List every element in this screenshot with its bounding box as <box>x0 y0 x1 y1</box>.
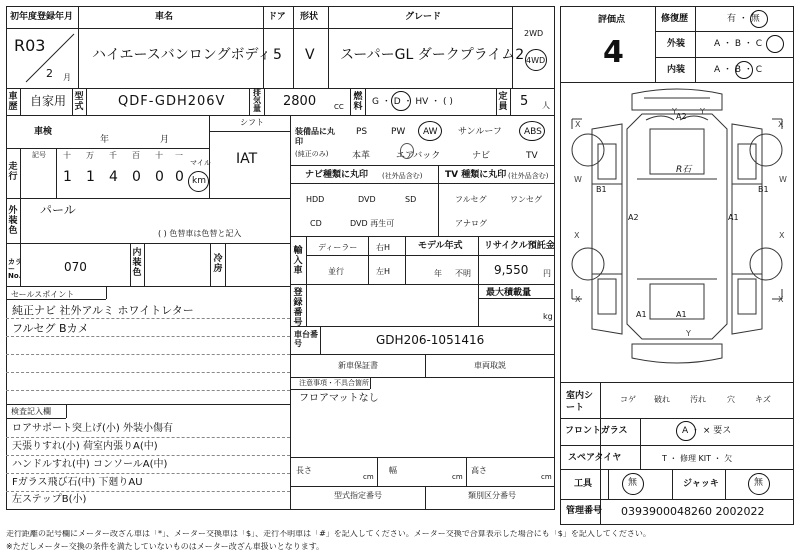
inspection-line-0: ロアサポート突上げ(小) 外装小傷有 <box>12 423 173 434</box>
digit-header-0: 十 <box>63 151 71 160</box>
chassis-label: 車台番号 <box>294 330 318 348</box>
shape-label: 形状 <box>300 12 319 22</box>
shaken-month: 月 <box>160 135 170 145</box>
color-no-label: カラーNo. <box>8 258 22 280</box>
class-number-label: 類別区分番号 <box>468 491 516 500</box>
fuel-label: 燃料 <box>353 92 363 112</box>
diagram-y-2: Y <box>686 329 691 338</box>
diagram-x-5: X <box>779 231 785 240</box>
import-dealer: ディーラー <box>318 243 358 252</box>
equip-airbag: エアバック <box>396 151 441 161</box>
recycle-label: リサイクル預託金 <box>484 241 555 251</box>
digit-header-1: 万 <box>86 151 94 160</box>
capacity-label: 定員 <box>498 92 508 112</box>
model-label: 型式 <box>74 92 84 112</box>
inspection-line-1: 天張りすれ(小) 荷室内張りA(中) <box>12 441 158 452</box>
capacity-value: 5 <box>520 94 529 109</box>
model-year-label: モデル年式 <box>418 241 463 251</box>
dim-length-cm: cm <box>363 473 374 481</box>
model-value: QDF-GDH206V <box>118 94 226 109</box>
diagram-y-1: Y <box>700 107 705 116</box>
damage-left-mid: A2 <box>628 213 639 222</box>
recycle-yen: 円 <box>543 269 551 278</box>
spare-label: スペアタイヤ <box>568 453 622 463</box>
notes-label: 注意事項・不具合箇所 <box>299 379 369 387</box>
mileage-digit-5: 0 <box>175 169 184 185</box>
new-car-cert: 新車保証書 <box>338 361 378 370</box>
exterior-label: 外装色 <box>8 206 18 236</box>
equip-abs: ABS <box>524 127 542 137</box>
grade-value: スーパーGL ダークプライム2 <box>340 47 525 63</box>
damage-right-front: B1 <box>758 185 769 194</box>
damage-bottom-a1-1: A1 <box>636 310 647 319</box>
import-right: 右H <box>376 243 391 252</box>
dim-width-label: 幅 <box>389 466 397 475</box>
repair-none-circle <box>750 10 768 28</box>
mile-label: マイル <box>190 159 211 167</box>
mileage-digit-1: 1 <box>86 169 95 185</box>
tv-analog: アナログ <box>455 219 487 228</box>
damage-left-front: B1 <box>596 185 607 194</box>
type-number-label: 型式指定番号 <box>334 491 382 500</box>
cc-unit: CC <box>334 103 344 111</box>
damage-center: R石 <box>676 165 692 175</box>
digit-header-5: 一 <box>175 151 183 160</box>
doors-value: 5 <box>273 47 282 63</box>
notes-value: フロアマットなし <box>299 393 379 404</box>
diagram-w-0: W <box>574 175 582 184</box>
repair-options: 有 ・ 無 <box>727 14 760 24</box>
usage-label: 車歴 <box>8 92 18 112</box>
sheet-opt-2: 汚れ <box>690 395 706 404</box>
equip-navi: ナビ <box>472 151 491 161</box>
score-label: 評価点 <box>598 15 626 25</box>
equip-leather: 本革 <box>352 151 371 161</box>
drive-2wd: 2WD <box>524 29 544 38</box>
door-label: ドア <box>268 12 286 22</box>
sales-points-label: セールスポイント <box>11 290 75 299</box>
shaken-label: 車検 <box>34 127 53 137</box>
dim-height-cm: cm <box>541 473 552 481</box>
equipment-sub: (純正のみ) <box>295 150 329 158</box>
equip-pw: PW <box>391 127 406 137</box>
exterior-value: パール <box>40 203 76 217</box>
interior-b-circle <box>735 61 753 79</box>
repair-label: 修復歴 <box>661 14 689 24</box>
inspection-label: 検査記入欄 <box>11 407 51 416</box>
sheet-opt-4: キズ <box>755 395 771 404</box>
equip-sunroof: サンルーフ <box>458 127 502 137</box>
sheet-opt-1: 破れ <box>654 395 670 404</box>
mgmt-value: 0393900048260 2002022 <box>621 505 765 518</box>
main-form <box>6 6 555 510</box>
mileage-digit-3: 0 <box>132 169 141 185</box>
car-name-label: 車名 <box>155 12 174 22</box>
navi-label: ナビ種類に丸印 <box>305 170 369 180</box>
diagram-x-3: X <box>778 295 784 304</box>
manual: 車両取説 <box>474 361 506 370</box>
sheet-opt-3: 穴 <box>727 395 735 404</box>
tv-fullseg: フルセグ <box>455 195 487 204</box>
tv-label: TV 種類に丸印 <box>445 170 507 180</box>
interior-score-label: 内装 <box>667 65 686 75</box>
first-reg-month: 2 <box>46 67 53 80</box>
ac-label: 冷房 <box>213 254 223 274</box>
fuel-diesel-circle <box>391 91 411 111</box>
sales-line-0: 純正ナビ 社外アルミ ホワイトレター <box>12 304 194 317</box>
footer-line-2: ※ただしメーター交換の条件を満たしていないものはメーター改ざん車扱いとなります。 <box>6 542 325 551</box>
registration-label: 登録番号 <box>293 288 303 328</box>
front-glass-options: A ・ × 要ス <box>682 426 732 436</box>
navi-sub: (社外品含む) <box>382 172 423 180</box>
import-label: 輸入車 <box>293 246 303 276</box>
interior-color-label: 内装色 <box>132 248 142 278</box>
shape-value: V <box>305 47 315 63</box>
navi-sd: SD <box>405 195 417 204</box>
spare-options: T ・ 修理 KIT ・ 欠 <box>662 454 733 463</box>
navi-hdd: HDD <box>306 195 325 204</box>
digit-header-4: 十 <box>155 151 163 160</box>
navi-dvd: DVD <box>358 195 376 204</box>
max-load-label: 最大積載量 <box>486 288 532 298</box>
damage-right-mid: A1 <box>728 213 739 222</box>
footer-line-1: 走行距離の記号欄にメーター改ざん車は「*」、メーター交換車は「$」、走行不明車は「#」を記入してください。メーター交換で合算表示した場合にも「$」を記入してください。 <box>6 530 651 538</box>
first-reg-label: 初年度登録年月 <box>10 12 74 22</box>
dim-length-label: 長さ <box>296 466 312 475</box>
score-value: 4 <box>603 35 624 70</box>
diagram-x-4: X <box>574 231 580 240</box>
chassis-value: GDH206-1051416 <box>376 333 485 347</box>
exterior-score-label: 外装 <box>667 39 686 49</box>
jack-value: 無 <box>754 478 764 488</box>
model-year-unknown: 不明 <box>455 269 471 278</box>
capacity-unit: 人 <box>542 101 550 110</box>
shaken-year: 年 <box>100 135 110 145</box>
usage-value: 自家用 <box>30 94 67 108</box>
car-name-value: ハイエースバンロングボディ <box>92 47 272 63</box>
displacement-label: 排気量 <box>253 88 261 113</box>
diagram-x-0: X <box>575 120 581 129</box>
sales-line-1: フルセグ Bカメ <box>12 322 89 335</box>
drive-4wd: 4WD <box>526 56 546 65</box>
navi-dvd-play: DVD 再生可 <box>350 219 395 228</box>
jack-label: ジャッキ <box>683 479 719 489</box>
mgmt-label: 管理番号 <box>566 506 603 516</box>
tv-oneseg: ワンセグ <box>510 195 542 204</box>
tools-value: 無 <box>628 478 638 488</box>
inspection-line-3: Fガラス飛び石(中) 下廻りAU <box>12 477 143 488</box>
dim-width-cm: cm <box>452 473 463 481</box>
dim-height-label: 高さ <box>471 466 487 475</box>
mileage-digit-0: 1 <box>63 169 72 185</box>
fuel-options: G ・ D ・ HV ・ ( ) <box>372 97 453 107</box>
import-parallel: 並行 <box>328 267 344 276</box>
exterior-c-circle <box>766 35 784 53</box>
mileage-digit-4: 0 <box>155 169 164 185</box>
first-reg-era: R03 <box>14 36 46 55</box>
diagram-w-1: W <box>779 175 787 184</box>
displacement-value: 2800 <box>283 94 317 109</box>
color-no-value: 070 <box>64 260 87 274</box>
front-glass-label: フロントガラス <box>565 426 628 436</box>
equip-airbag-mark <box>400 143 414 159</box>
mileage-label: 走行 <box>8 162 18 182</box>
inspection-line-4: 左ステップB(小) <box>12 494 87 505</box>
vehicle-damage-diagram <box>562 84 792 380</box>
exterior-note: ( ) 色替車は色替と記入 <box>158 229 242 238</box>
equipment-label: 装備品に丸印 <box>295 127 335 146</box>
shift-label: シフト <box>240 118 264 127</box>
shift-value: IAT <box>236 151 258 167</box>
diagram-y-0: Y <box>672 107 677 116</box>
max-load-kg: kg <box>543 312 553 321</box>
mileage-symbol-label: 記号 <box>32 151 46 159</box>
front-glass-a-circle <box>676 421 696 441</box>
diagram-x-1: X <box>778 120 784 129</box>
exterior-score-options: A ・ B ・ C <box>714 39 763 49</box>
diagram-x-2: X <box>575 295 581 304</box>
navi-cd: CD <box>310 219 322 228</box>
mileage-digit-2: 4 <box>109 169 118 185</box>
tv-sub: (社外品含む) <box>508 172 549 180</box>
grade-label: グレード <box>405 12 442 22</box>
tools-label: 工具 <box>574 479 593 489</box>
month-unit: 月 <box>63 73 71 82</box>
inspection-line-2: ハンドルすれ(中) コンソールA(中) <box>12 459 168 470</box>
model-year-unit: 年 <box>434 269 442 278</box>
damage-top: A2 <box>676 112 687 121</box>
mileage-unit: km <box>192 176 206 186</box>
recycle-value: 9,550 <box>494 263 529 277</box>
sheet-opt-0: コゲ <box>620 395 636 404</box>
equip-ps: PS <box>356 127 368 137</box>
digit-header-3: 百 <box>132 151 140 160</box>
import-left: 左H <box>376 267 391 276</box>
damage-bottom-a1-2: A1 <box>676 310 687 319</box>
interior-score-options: A ・ B ・ C <box>714 65 763 75</box>
equip-tv: TV <box>526 151 538 161</box>
equip-aw: AW <box>423 127 438 137</box>
digit-header-2: 千 <box>109 151 117 160</box>
interior-sheet-label: 室内シート <box>566 391 594 413</box>
